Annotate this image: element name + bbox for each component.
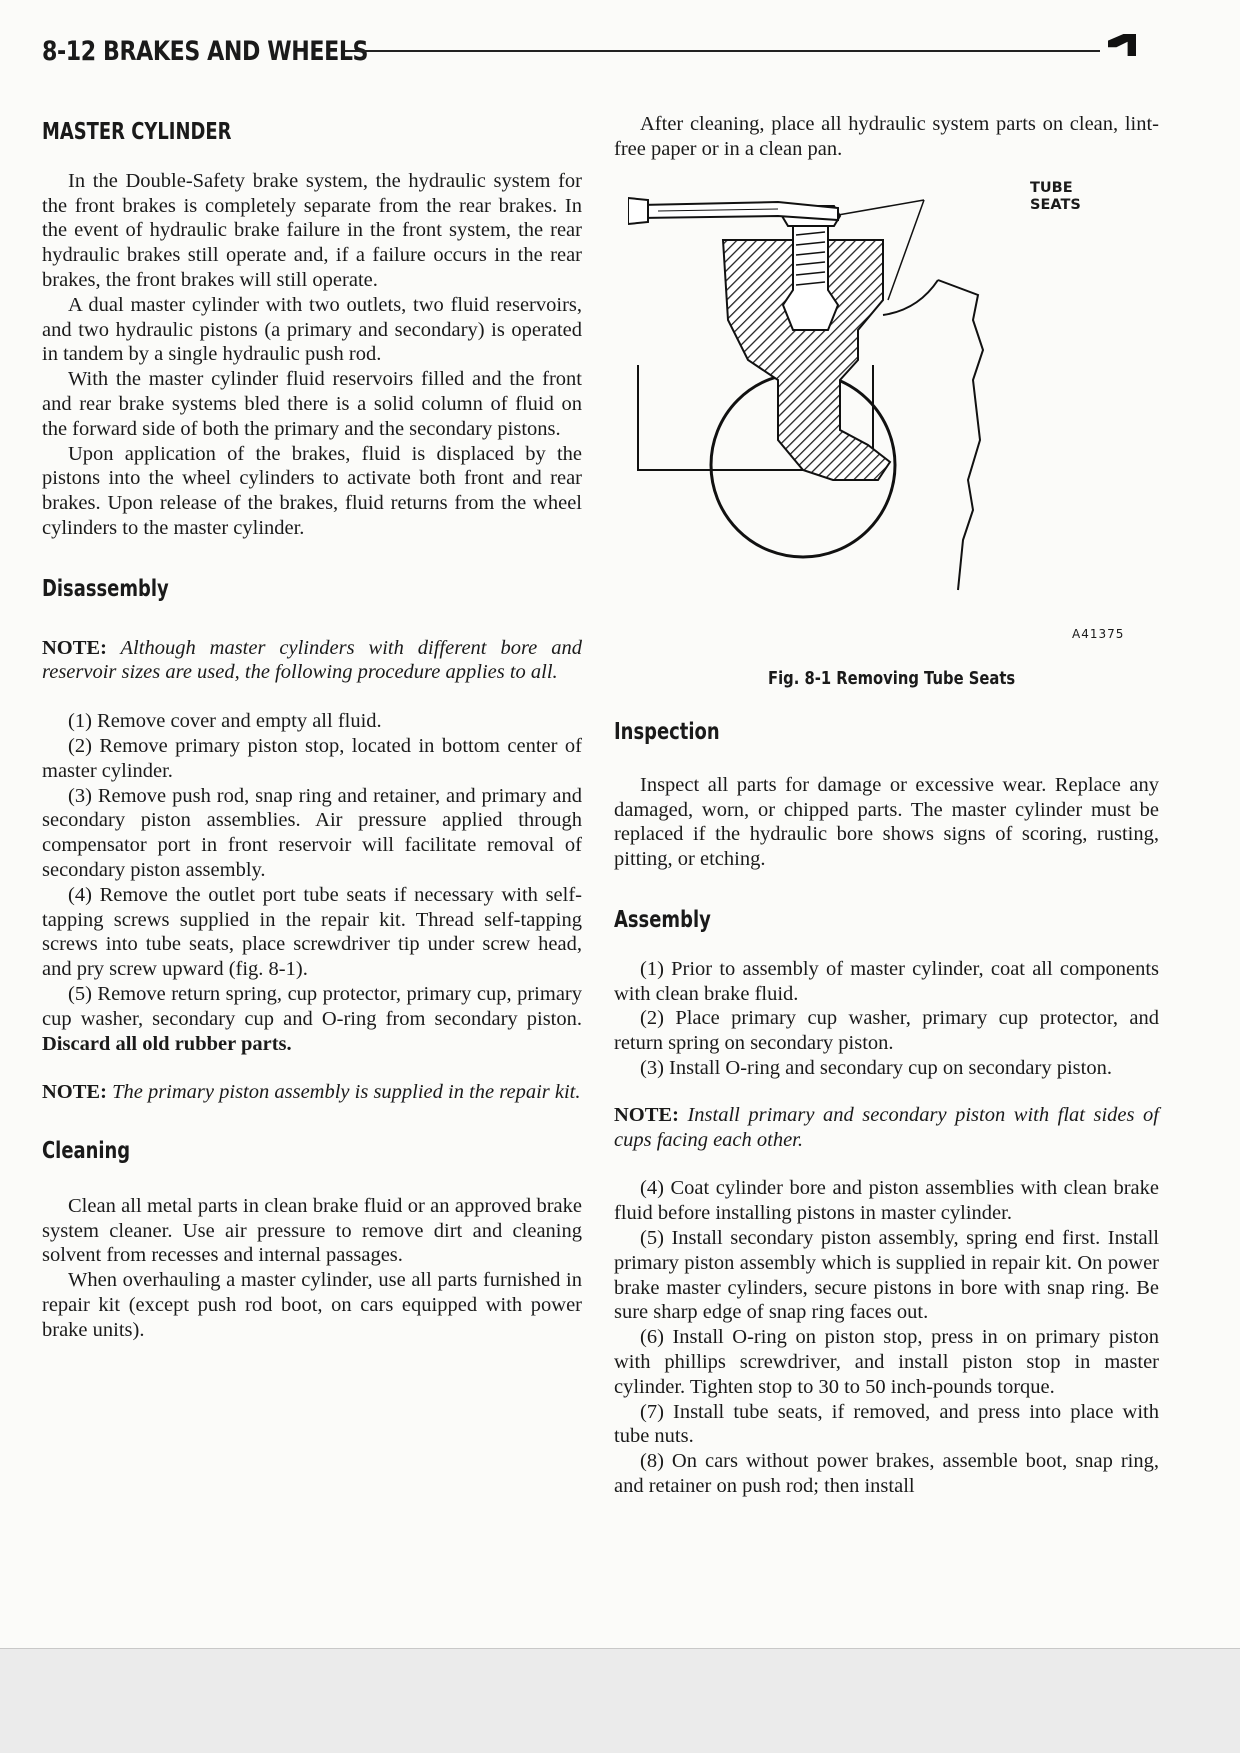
step-text: (5) Remove return spring, cup protector, primary cup, primary cup washer, secondary cup and O-ring from secondary piston.	[42, 982, 582, 1030]
step-item: (6) Install O-ring on piston stop, press in on primary piston with phillips screwdriver, and install piston stop in master cylinder. Tighten stop to 30 to 50 inch-pounds torque.	[614, 1326, 1159, 1398]
note-text: Although master cylinders with different bore and reservoir sizes are used, the following procedure applies to all.	[42, 636, 582, 684]
step-item: (2) Remove primary piston stop, located in bottom center of master cylinder.	[42, 734, 582, 782]
note-paragraph	[42, 636, 582, 686]
step-item: (7) Install tube seats, if removed, and press into place with tube nuts.	[614, 1400, 1159, 1448]
note-text: Install primary and secondary piston with flat sides of cups facing each other.	[614, 1103, 1159, 1151]
step-item: (3) Install O-ring and secondary cup on secondary piston.	[640, 1056, 1112, 1079]
paragraph: Clean all metal parts in clean brake fluid or an approved brake system cleaner. Use air pressure to remove dirt and cleaning solvent from recesses and internal passages.	[42, 1194, 582, 1267]
assembly-heading: Assembly	[614, 906, 711, 933]
section-tab-marker	[1108, 34, 1136, 56]
housing-edge	[938, 280, 983, 590]
figure-code: A41375	[1072, 627, 1125, 641]
paragraph: When overhauling a master cylinder, use all parts furnished in repair kit (except push rod boot, on cars equipped with power brake units).	[42, 1269, 582, 1341]
step-item: (2) Place primary cup washer, primary cup protector, and return spring on secondary piston.	[614, 1007, 1159, 1055]
screwdriver-handle	[628, 198, 648, 224]
step-item: (3) Remove push rod, snap ring and retainer, and primary and secondary piston assemblies. Air pressure applied through compensator port in front reservoir will facilitate removal of secondary piston assembly.	[42, 784, 582, 881]
figure-label-tube: TUBE	[1030, 180, 1073, 196]
paragraph: With the master cylinder fluid reservoirs filled and the front and rear brake systems bled there is a solid column of fluid on the forward side of both the primary and the secondary pistons.	[42, 368, 582, 440]
right-column-top	[614, 112, 1159, 162]
step-emphasis: Discard all old rubber parts.	[42, 1032, 292, 1055]
step-item: (8) On cars without power brakes, assemble boot, snap ring, and retainer on push rod; then install	[614, 1450, 1159, 1497]
page-header-title: 8-12 BRAKES AND WHEELS	[42, 36, 369, 67]
note-label: NOTE:	[42, 636, 107, 659]
figure-caption: Fig. 8-1 Removing Tube Seats	[768, 668, 1016, 689]
tube-seat-removal-figure	[628, 180, 1118, 650]
inspection-heading: Inspection	[614, 719, 720, 745]
paragraph: Upon application of the brakes, fluid is displaced by the pistons into the wheel cylinders to activate both front and rear brakes. Upon release of the brakes, fluid returns from the wheel cylinders to the master cylinder.	[42, 442, 582, 539]
left-column	[42, 120, 582, 1343]
step-item: (5) Install secondary piston assembly, spring end first. Install primary piston assembly which is supplied in repair kit. On power brake master cylinders, secure pistons in bore with snap ring. Be sure sharp edge of snap ring faces out.	[614, 1226, 1159, 1324]
right-column-lower	[614, 720, 1159, 1499]
paragraph: In the Double-Safety brake system, the hydraulic system for the front brakes is completely separate from the rear brakes. In the event of hydraulic brake failure in the front system, the rear hydraulic brakes still operate and, if a failure occurs in the rear brakes, the front brakes will still operate.	[42, 169, 582, 291]
note-text: The primary piston assembly is supplied in the repair kit.	[112, 1081, 581, 1104]
paragraph: After cleaning, place all hydraulic system parts on clean, lint-free paper or in a clean pan.	[614, 113, 1159, 160]
step-item: (1) Remove cover and empty all fluid.	[68, 710, 382, 733]
step-item: (1) Prior to assembly of master cylinder, coat all components with clean brake fluid.	[614, 957, 1159, 1005]
paragraph: Inspect all parts for damage or excessive wear. Replace any damaged, worn, or chipped parts. The master cylinder must be replaced if the hydraulic bore shows signs of scoring, rusting, pitting, or etching.	[614, 773, 1159, 871]
note-label: NOTE:	[42, 1081, 107, 1104]
cleaning-heading: Cleaning	[42, 1138, 131, 1165]
paragraph: A dual master cylinder with two outlets, two fluid reservoirs, and two hydraulic pistons (a primary and secondary) is operated in tandem by a single hydraulic push rod.	[42, 293, 582, 366]
step-item: (4) Remove the outlet port tube seats if necessary with self-tapping screws supplied in the repair kit. Thread self-tapping screws into tube seats, place screwdriver tip under screw head, and pry screw upward (fig. 8-1).	[42, 883, 582, 981]
master-cylinder-heading: MASTER CYLINDER	[42, 119, 232, 145]
header-rule	[345, 50, 1100, 52]
disassembly-heading: Disassembly	[42, 575, 169, 602]
note-paragraph	[42, 1080, 582, 1105]
figure-label-seats: SEATS	[1030, 197, 1081, 213]
step-item: (4) Coat cylinder bore and piston assemblies with clean brake fluid before installing pistons in master cylinder.	[614, 1177, 1159, 1225]
note-paragraph	[614, 1103, 1159, 1153]
note-label: NOTE:	[614, 1103, 679, 1126]
step-item	[42, 982, 582, 1056]
page-bottom-edge	[0, 1648, 1240, 1649]
